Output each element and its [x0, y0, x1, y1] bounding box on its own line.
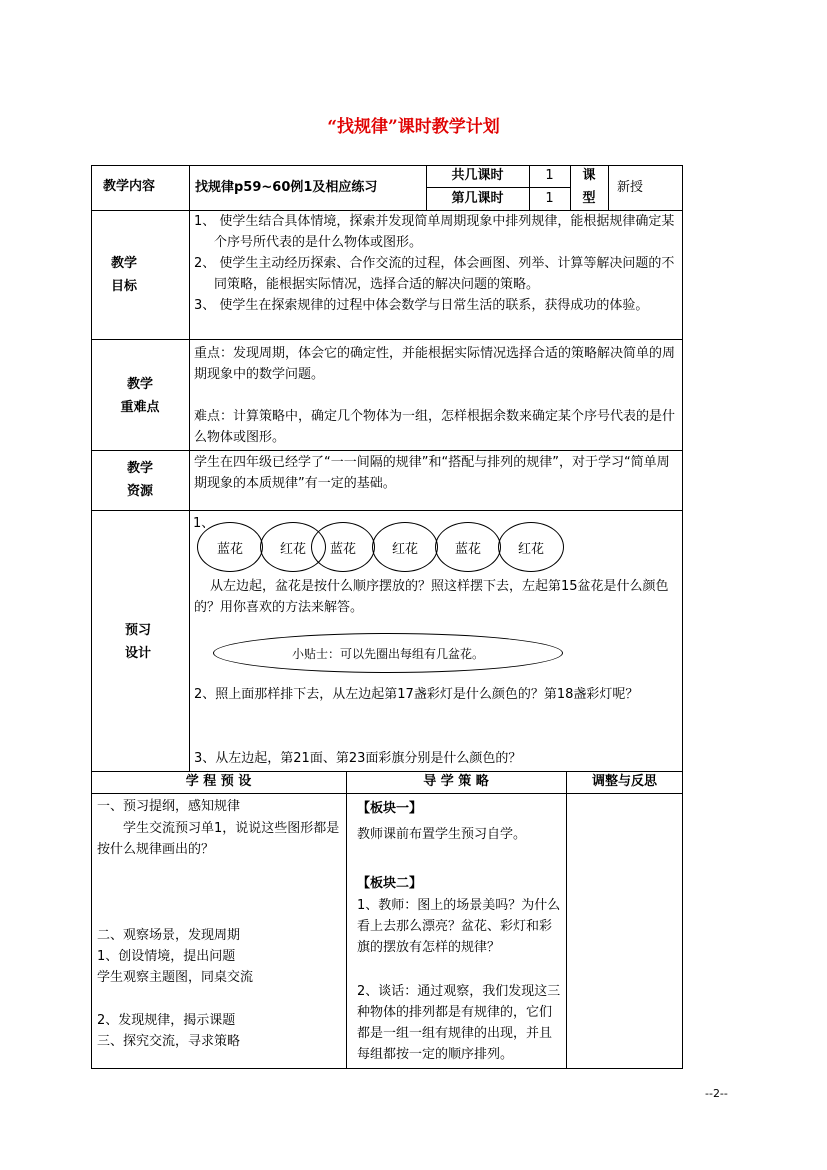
q1-number: 1、 — [193, 516, 215, 531]
section-3-title: 三、探究交流，寻求策略 — [97, 1034, 241, 1049]
col-header-strategy: 导 学 策 略 — [423, 774, 489, 789]
section-2-1-text: 学生观察主题图，同桌交流 — [97, 970, 254, 985]
period-no-value: 1 — [545, 191, 554, 206]
content-value: 找规律p59~60例1及相应练习 — [195, 180, 378, 195]
flower-label: 蓝花 — [216, 541, 243, 557]
section-1-text: 学生交流预习单1，说说这些图形都是按什么规律画出的？ — [97, 821, 340, 857]
page-title: “找规律”课时教学计划 — [327, 117, 500, 137]
preview-label-2: 设计 — [124, 646, 151, 661]
section-2-title: 二、观察场景，发现周期 — [97, 928, 241, 943]
flower-ellipse — [372, 522, 438, 572]
type-label-2: 型 — [582, 191, 596, 206]
block-1-text: 教师课前布置学生预习自学。 — [357, 827, 527, 842]
q1-text: 从左边起，盆花是按什么顺序摆放的？照这样摆下去，左起第15盆花是什么颜色的？用你喜欢的方法来解答。 — [194, 579, 669, 615]
flower-label: 蓝花 — [329, 541, 356, 557]
goals-label-2: 目标 — [110, 279, 137, 294]
q2-text: 2、照上面那样排下去，从左边起第17盏彩灯是什么颜色的？第18盏彩灯呢？ — [194, 687, 639, 702]
lesson-plan-table — [91, 165, 683, 1069]
block-2-title: 【板块二】 — [357, 876, 423, 891]
block-2-item-1: 1、教师：图上的场景美吗？为什么看上去那么漂亮？盆花、彩灯和彩旗的摆放有怎样的规律？ — [357, 898, 561, 955]
period-no-label: 第几课时 — [451, 191, 504, 206]
section-2-2-title: 2、发现规律，揭示课题 — [97, 1013, 236, 1028]
flower-ellipse — [498, 522, 564, 572]
hard-point: 难点：计算策略中，确定几个物体为一组，怎样根据余数来确定某个序号代表的是什么物体或图形。 — [194, 409, 676, 445]
page-number: --2-- — [705, 1087, 728, 1100]
flower-label: 蓝花 — [454, 541, 481, 557]
total-periods-label: 共几课时 — [451, 168, 504, 183]
flower-ellipse — [435, 522, 501, 572]
preview-label-1: 预习 — [124, 623, 151, 638]
content-label: 教学内容 — [102, 179, 155, 194]
flower-ellipse — [197, 522, 263, 572]
resources-label-2: 资源 — [126, 484, 153, 499]
total-periods-value: 1 — [545, 168, 554, 183]
col-header-process: 学 程 预 设 — [185, 774, 252, 789]
block-1-title: 【板块一】 — [357, 801, 423, 816]
type-value: 新授 — [617, 180, 644, 195]
type-label-1: 课 — [582, 168, 596, 183]
difficulty-label-2: 重难点 — [120, 400, 160, 415]
key-point: 重点：发现周期，体会它的确定性，并能根据实际情况选择合适的策略解决简单的周期现象中的数学问题。 — [194, 346, 676, 382]
difficulty-label-1: 教学 — [126, 377, 153, 392]
flower-label: 红花 — [391, 541, 418, 557]
col-header-reflection: 调整与反思 — [591, 774, 657, 789]
block-2-item-2: 2、谈话：通过观察，我们发现这三种物体的排列都是有规律的，它们都是一组一组有规律的出现，并且每组都按一定的顺序排列。 — [357, 984, 561, 1062]
resources-label-1: 教学 — [126, 461, 153, 476]
resources-text: 学生在四年级已经学了“一一间隔的规律”和“搭配与排列的规律”，对于学习“简单周期现象的本质规律”有一定的基础。 — [194, 455, 670, 491]
goals-label-1: 教学 — [110, 256, 137, 271]
tip-ellipse — [213, 633, 563, 673]
section-2-1-title: 1、创设情境，提出问题 — [97, 949, 236, 964]
goal-item-2: 2、 使学生主动经历探索、合作交流的过程，体会画图、列举、计算等解决问题的不同策略，能根据实际情况，选择合适的解决问题的策略。 — [194, 256, 675, 292]
goal-item-3: 3、 使学生在探索规律的过程中体会数学与日常生活的联系，获得成功的体验。 — [194, 298, 649, 313]
q3-text: 3、从左边起，第21面、第23面彩旗分别是什么颜色的？ — [194, 751, 522, 766]
flower-label: 红花 — [279, 541, 306, 557]
flower-ellipse — [311, 522, 375, 572]
section-1-title: 一、预习提纲，感知规律 — [97, 799, 241, 814]
goal-item-1: 1、 使学生结合具体情境，探索并发现简单周期现象中排列规律，能根据规律确定某个序号所代表的是什么物体或图形。 — [194, 214, 675, 250]
goals-list — [194, 211, 678, 316]
flower-label: 红花 — [517, 541, 544, 557]
tip-text: 小贴士：可以先圈出每组有几盆花。 — [291, 646, 484, 661]
